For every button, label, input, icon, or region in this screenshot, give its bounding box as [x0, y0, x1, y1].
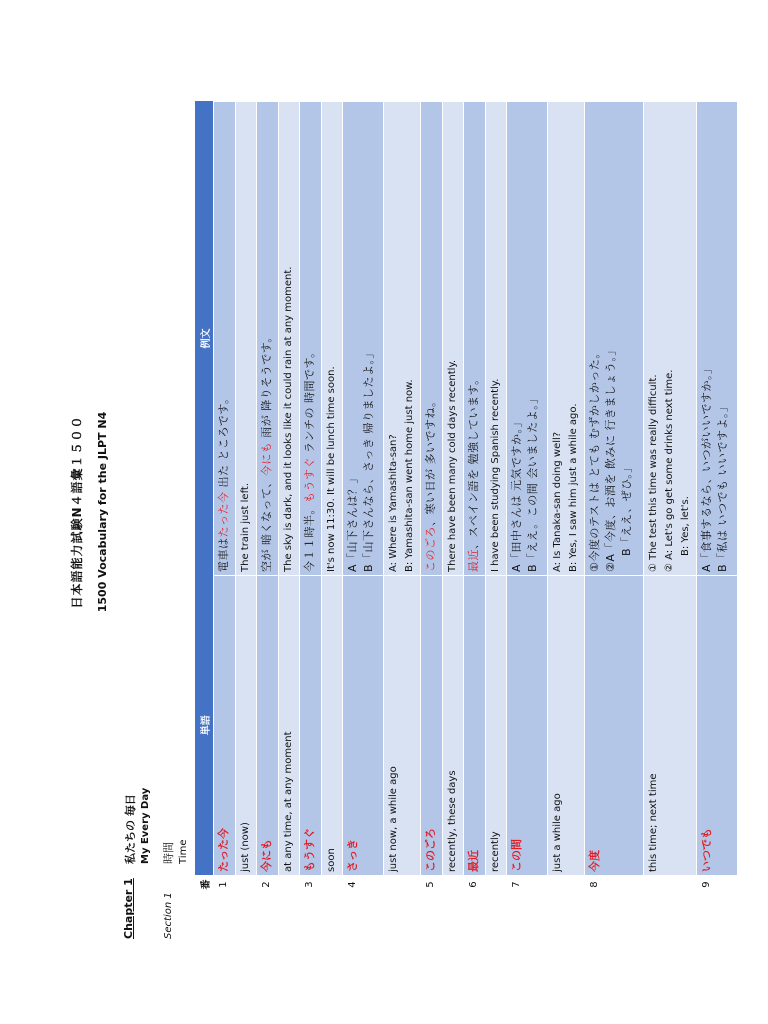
- row-number: 7: [507, 876, 585, 894]
- word-jp: 今度: [585, 576, 644, 876]
- table-row: [300, 102, 322, 894]
- row-number: 1: [214, 876, 257, 894]
- example-jp: このごろ、寒い日が 多いですね。: [421, 102, 443, 576]
- section-title-en: Time: [178, 839, 189, 864]
- example-jp: 最近、スペイン語を 勉強しています。: [464, 102, 486, 576]
- example-en: There have been many cold days recently.: [443, 102, 464, 576]
- chapter-title-jp: 私たちの 毎日: [124, 794, 137, 864]
- table-row: [507, 102, 548, 894]
- row-number: 5: [421, 876, 464, 894]
- word-jp: この間: [507, 576, 548, 876]
- example-en: A: Is Tanaka-san doing well? B: Yes, I saw him just a while ago.: [548, 102, 585, 576]
- word-en: recently: [486, 576, 507, 876]
- section-title-jp: 時間: [162, 842, 175, 864]
- table-row: [697, 102, 738, 894]
- word-en: soon: [322, 576, 343, 876]
- word-jp: 今にも: [257, 576, 279, 876]
- table-row: [236, 102, 257, 894]
- table-row: [644, 102, 697, 894]
- table-row: [486, 102, 507, 894]
- table-row: [384, 102, 421, 894]
- word-jp: たった今: [214, 576, 236, 876]
- row-number: 6: [464, 876, 507, 894]
- example-jp: 今１１時半。もうすぐ ランチの 時間です。: [300, 102, 322, 576]
- example-jp: A「山下さんは？」 B「山下さんなら、さっき 帰りましたよ。」: [343, 102, 384, 576]
- example-jp: ①今度のテストは とても むずかしかった。 ②A「今度、お酒を 飲みに 行きましょう。」 B「ええ、ぜひ。」: [585, 102, 644, 576]
- document-title-en: 1500 Vocabulary for the JLPT N4: [96, 411, 109, 613]
- row-number: 8: [585, 876, 697, 894]
- row-number: 2: [257, 876, 300, 894]
- vocabulary-table: [195, 101, 738, 894]
- example-jp: A「食事するなら、いつがいいですか。」 B「私は いつでも いいですよ。」: [697, 102, 738, 576]
- chapter-label: Chapter 1: [122, 878, 135, 939]
- table-row: [421, 102, 443, 894]
- header-word: 単語: [195, 576, 214, 876]
- example-jp: 電車はたった今 出た ところです。: [214, 102, 236, 576]
- table-row: [343, 102, 384, 894]
- example-en: A: Where is Yamashita-san? B: Yamashita-san went home just now.: [384, 102, 421, 576]
- document-title-jp: 日本語能力試験N４語彙１５００: [70, 415, 84, 609]
- example-en: ① The test this time was really difficult. ② A: Let's go get some drinks next time. B: Yes, let's.: [644, 102, 697, 576]
- example-en: The train just left.: [236, 102, 257, 576]
- word-en: at any time, at any moment: [279, 576, 300, 876]
- word-jp: いつでも: [697, 576, 738, 876]
- word-jp: もうすぐ: [300, 576, 322, 876]
- word-jp: このごろ: [421, 576, 443, 876]
- table-row: [279, 102, 300, 894]
- word-en: just (now): [236, 576, 257, 876]
- word-en: just a while ago: [548, 576, 585, 876]
- section-label: Section 1: [163, 892, 174, 939]
- example-en: The sky is dark, and it looks like it could rain at any moment.: [279, 102, 300, 576]
- header-example: 例文: [195, 102, 214, 576]
- word-en: recently, these days: [443, 576, 464, 876]
- table-row: [214, 102, 236, 894]
- word-jp: さっき: [343, 576, 384, 876]
- table-row: [257, 102, 279, 894]
- example-en: I have been studying Spanish recently.: [486, 102, 507, 576]
- row-number: 4: [343, 876, 421, 894]
- table-row: [548, 102, 585, 894]
- row-number: 9: [697, 876, 738, 894]
- table-row: [464, 102, 486, 894]
- table-row: [322, 102, 343, 894]
- header-number: 番: [195, 876, 214, 894]
- word-jp: 最近: [464, 576, 486, 876]
- word-en: this time; next time: [644, 576, 697, 876]
- example-en: It's now 11:30. It will be lunch time soon.: [322, 102, 343, 576]
- word-en: just now, a while ago: [384, 576, 421, 876]
- example-jp: 空が 暗くなって、今にも 雨が 降りそうです。: [257, 102, 279, 576]
- table-row: [585, 102, 644, 894]
- example-jp: A「田中さんは 元気ですか。」 B「ええ。この間 会いましたよ。」: [507, 102, 548, 576]
- table-header-row: [195, 102, 214, 894]
- table-row: [443, 102, 464, 894]
- row-number: 3: [300, 876, 343, 894]
- chapter-title-en: My Every Day: [140, 787, 151, 864]
